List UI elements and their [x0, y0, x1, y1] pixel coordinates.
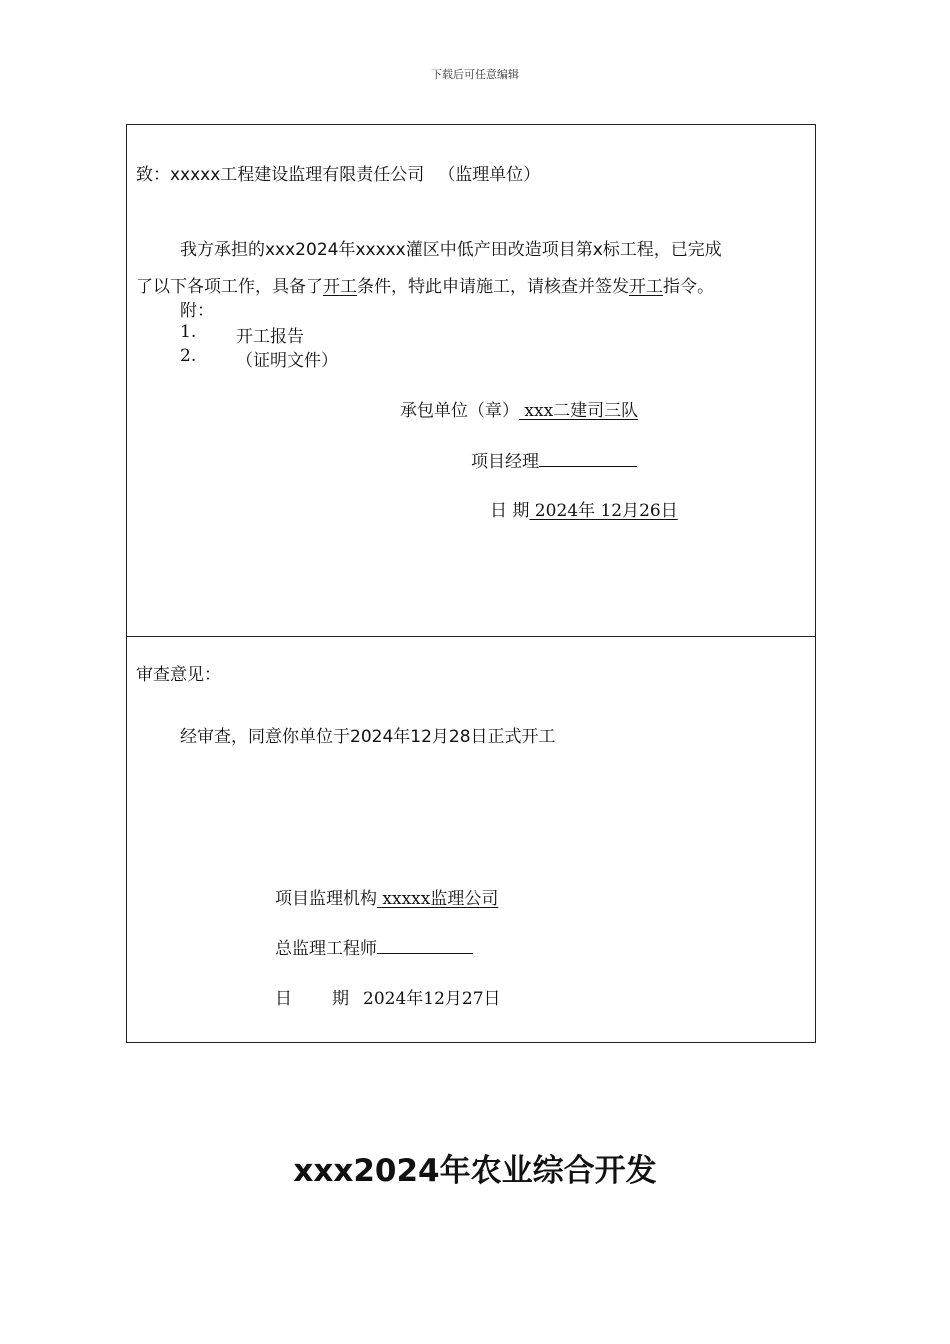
contractor-value: xxx二建司三队: [519, 401, 639, 421]
body-suffix: 工程，已完成: [619, 240, 722, 260]
header-note: 下载后可任意编辑: [431, 68, 519, 81]
body-line2-c: 指令。: [663, 277, 714, 297]
body-line2-kaigong-1: 开工: [323, 277, 357, 297]
body-line2-b: 条件，特此申请施工，请核查并签发: [357, 277, 629, 297]
review-date-value: 2024年12月27日: [363, 989, 501, 1009]
review-heading: 审查意见：: [136, 665, 221, 685]
body-intro: 我方承担的: [180, 240, 265, 260]
manager-label: 项目经理: [471, 452, 539, 472]
review-date-label-2: 期: [332, 989, 349, 1009]
attachment-num: 2.: [180, 346, 197, 366]
attachment-item: [180, 346, 338, 371]
chief-engineer-signature-blank: [377, 939, 473, 954]
review-date-line: [275, 984, 501, 1009]
addressee-role: （监理单位）: [438, 165, 541, 185]
body-line-2: [136, 272, 714, 297]
attachment-text: （证明文件）: [236, 351, 338, 371]
application-date-line: [490, 496, 678, 521]
attachment-text: 开工报告: [236, 327, 304, 347]
review-opinion: 经审查，同意你单位于2024年12月28日正式开工: [180, 727, 556, 747]
addressee-company: xxxxx工程建设监理有限责任公司: [170, 165, 425, 185]
application-date-label: 日 期: [490, 501, 530, 521]
form-divider: [126, 636, 816, 637]
addressee-line: [136, 160, 540, 185]
chief-engineer-line: [275, 934, 473, 959]
addressee-prefix: 致：: [136, 165, 170, 185]
body-line2-a: 了以下各项工作，具备了: [136, 277, 323, 297]
supervision-org-line: [275, 884, 498, 909]
attachment-item: [180, 322, 304, 347]
contractor-label: 承包单位（章）: [400, 401, 519, 421]
supervision-org-value: xxxxx监理公司: [377, 889, 499, 909]
chief-engineer-label: 总监理工程师: [275, 939, 377, 959]
body-line-1: [180, 235, 722, 260]
body-project: xxx2024年xxxxx灌区中低产田改造项目第x标: [265, 240, 620, 260]
supervision-org-label: 项目监理机构: [275, 889, 377, 909]
contractor-line: [400, 396, 638, 421]
footer-title: xxx2024年农业综合开发: [293, 1153, 657, 1189]
manager-line: [471, 447, 637, 472]
attachment-num: 1.: [180, 322, 197, 342]
application-date-value: 2024年 12月26日: [529, 501, 678, 521]
body-line2-kaigong-2: 开工: [629, 277, 663, 297]
attach-label: 附：: [180, 301, 214, 321]
review-date-label-1: 日: [275, 989, 292, 1009]
manager-signature-blank: [539, 452, 637, 467]
